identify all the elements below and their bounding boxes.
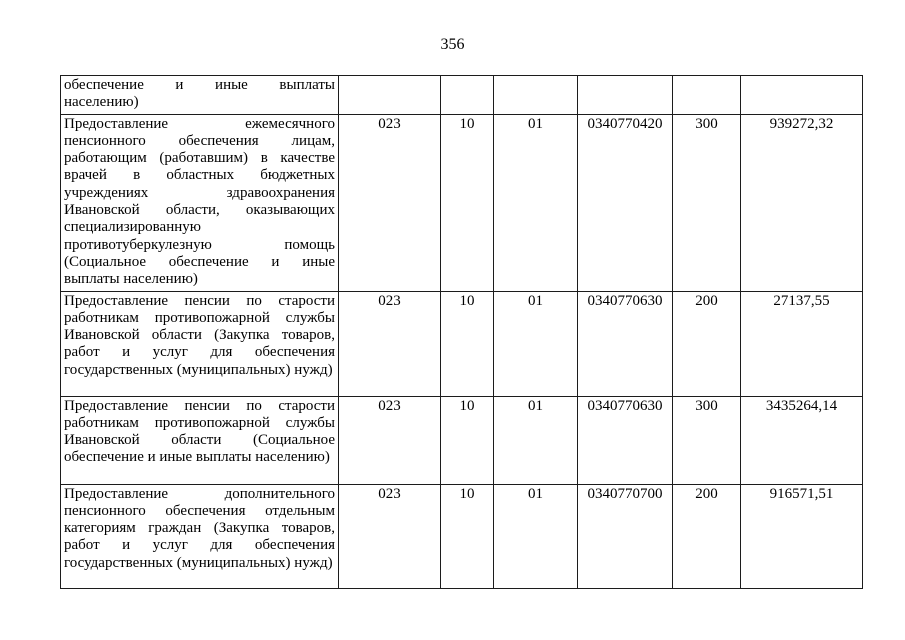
code-cell-2: 10: [441, 291, 494, 396]
code-cell-1: 023: [339, 396, 441, 484]
row-description: Предоставление пенсии по старости работникам противопожарной службы Ивановской области (Закупка товаров, работ и услуг для обеспечения государственных (муниципальных) нужд): [61, 291, 339, 396]
code-cell-3: 01: [494, 396, 578, 484]
code-cell-4: 0340770630: [578, 291, 673, 396]
code-cell-5: 300: [673, 114, 741, 291]
row-description: Предоставление пенсии по старости работникам противопожарной службы Ивановской области (Социальное обеспечение и иные выплаты населению): [61, 396, 339, 484]
code-cell-5: [673, 76, 741, 115]
code-cell-5: 200: [673, 484, 741, 588]
amount-cell: 27137,55: [741, 291, 863, 396]
amount-cell: 939272,32: [741, 114, 863, 291]
code-cell-3: 01: [494, 114, 578, 291]
row-description: [61, 76, 339, 115]
code-cell-2: [441, 76, 494, 115]
code-cell-5: 300: [673, 396, 741, 484]
code-cell-4: [578, 76, 673, 115]
code-cell-2: 10: [441, 396, 494, 484]
code-cell-1: 023: [339, 484, 441, 588]
amount-cell: 3435264,14: [741, 396, 863, 484]
code-cell-2: 10: [441, 484, 494, 588]
code-cell-4: 0340770700: [578, 484, 673, 588]
code-cell-1: 023: [339, 291, 441, 396]
table-row: [61, 76, 863, 115]
row-description: Предоставление ежемесячного пенсионного обеспечения лицам, работающим (работавшим) в качестве врачей в областных бюджетных учреждениях здравоохранения Ивановской области, оказывающих специализированную противотуберкулезную помощь (Социальное обеспечение и иные выплаты населению): [61, 114, 339, 291]
code-cell-3: [494, 76, 578, 115]
table-row: [61, 484, 863, 588]
code-cell-4: 0340770420: [578, 114, 673, 291]
page-number: 356: [440, 36, 465, 53]
table-row: [61, 114, 863, 291]
description-line: населению): [64, 94, 139, 111]
budget-table: [60, 75, 863, 589]
code-cell-5: 200: [673, 291, 741, 396]
table-row: [61, 396, 863, 484]
code-cell-3: 01: [494, 291, 578, 396]
code-cell-2: 10: [441, 114, 494, 291]
amount-cell: [741, 76, 863, 115]
code-cell-1: [339, 76, 441, 115]
row-description: Предоставление дополнительного пенсионного обеспечения отдельным категориям граждан (Закупка товаров, работ и услуг для обеспечения государственных (муниципальных) нужд): [61, 484, 339, 588]
code-cell-1: 023: [339, 114, 441, 291]
code-cell-3: 01: [494, 484, 578, 588]
amount-cell: 916571,51: [741, 484, 863, 588]
description-line: обеспечение и иные выплаты: [64, 77, 335, 93]
table-row: [61, 291, 863, 396]
code-cell-4: 0340770630: [578, 396, 673, 484]
